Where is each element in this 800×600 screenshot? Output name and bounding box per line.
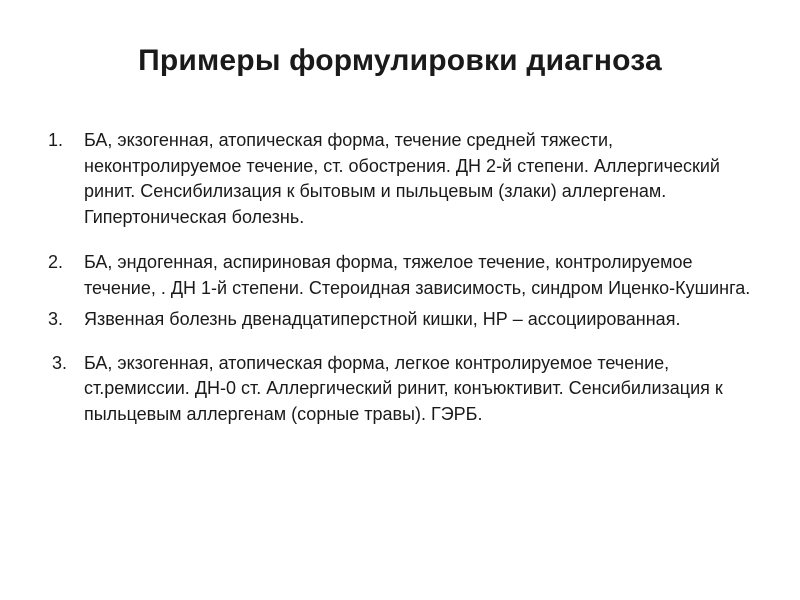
list-item <box>48 351 768 428</box>
list-item <box>48 250 768 301</box>
list-item-number: 1. <box>48 130 64 150</box>
list-item-number: 3. <box>52 352 68 373</box>
list-item <box>48 307 768 333</box>
slide-title: Примеры формулировки диагноза <box>138 44 662 77</box>
list-item-text: БА, экзогенная, атопическая форма, легкое контролируемое течение, ст.ремиссии. ДН-0 ст. Аллергический ринит, конъюктивит. Сенсибилизация к пыльцевым аллергенам (сорные травы). ГЭРБ. <box>84 352 723 424</box>
list-item-number: 2. <box>48 252 64 272</box>
list-item-text: Язвенная болезнь двенадцатиперстной кишки, НР – ассоциированная. <box>84 309 681 329</box>
list-item-text: БА, экзогенная, атопическая форма, течение средней тяжести, неконтролируемое течение, ст. обострения. ДН 2-й степени. Аллергический ринит. Сенсибилизация к бытовым и пыльцевым (злаки) аллергенам. Гипертоническая болезнь. <box>84 130 720 227</box>
list-item-number: 3. <box>48 309 64 329</box>
diagnosis-list <box>48 128 768 427</box>
list-item <box>48 128 768 230</box>
list-item-text: БА, эндогенная, аспириновая форма, тяжелое течение, контролируемое течение, . ДН 1-й степени. Стероидная зависимость, синдром Иценко-Кушинга. <box>84 252 751 298</box>
